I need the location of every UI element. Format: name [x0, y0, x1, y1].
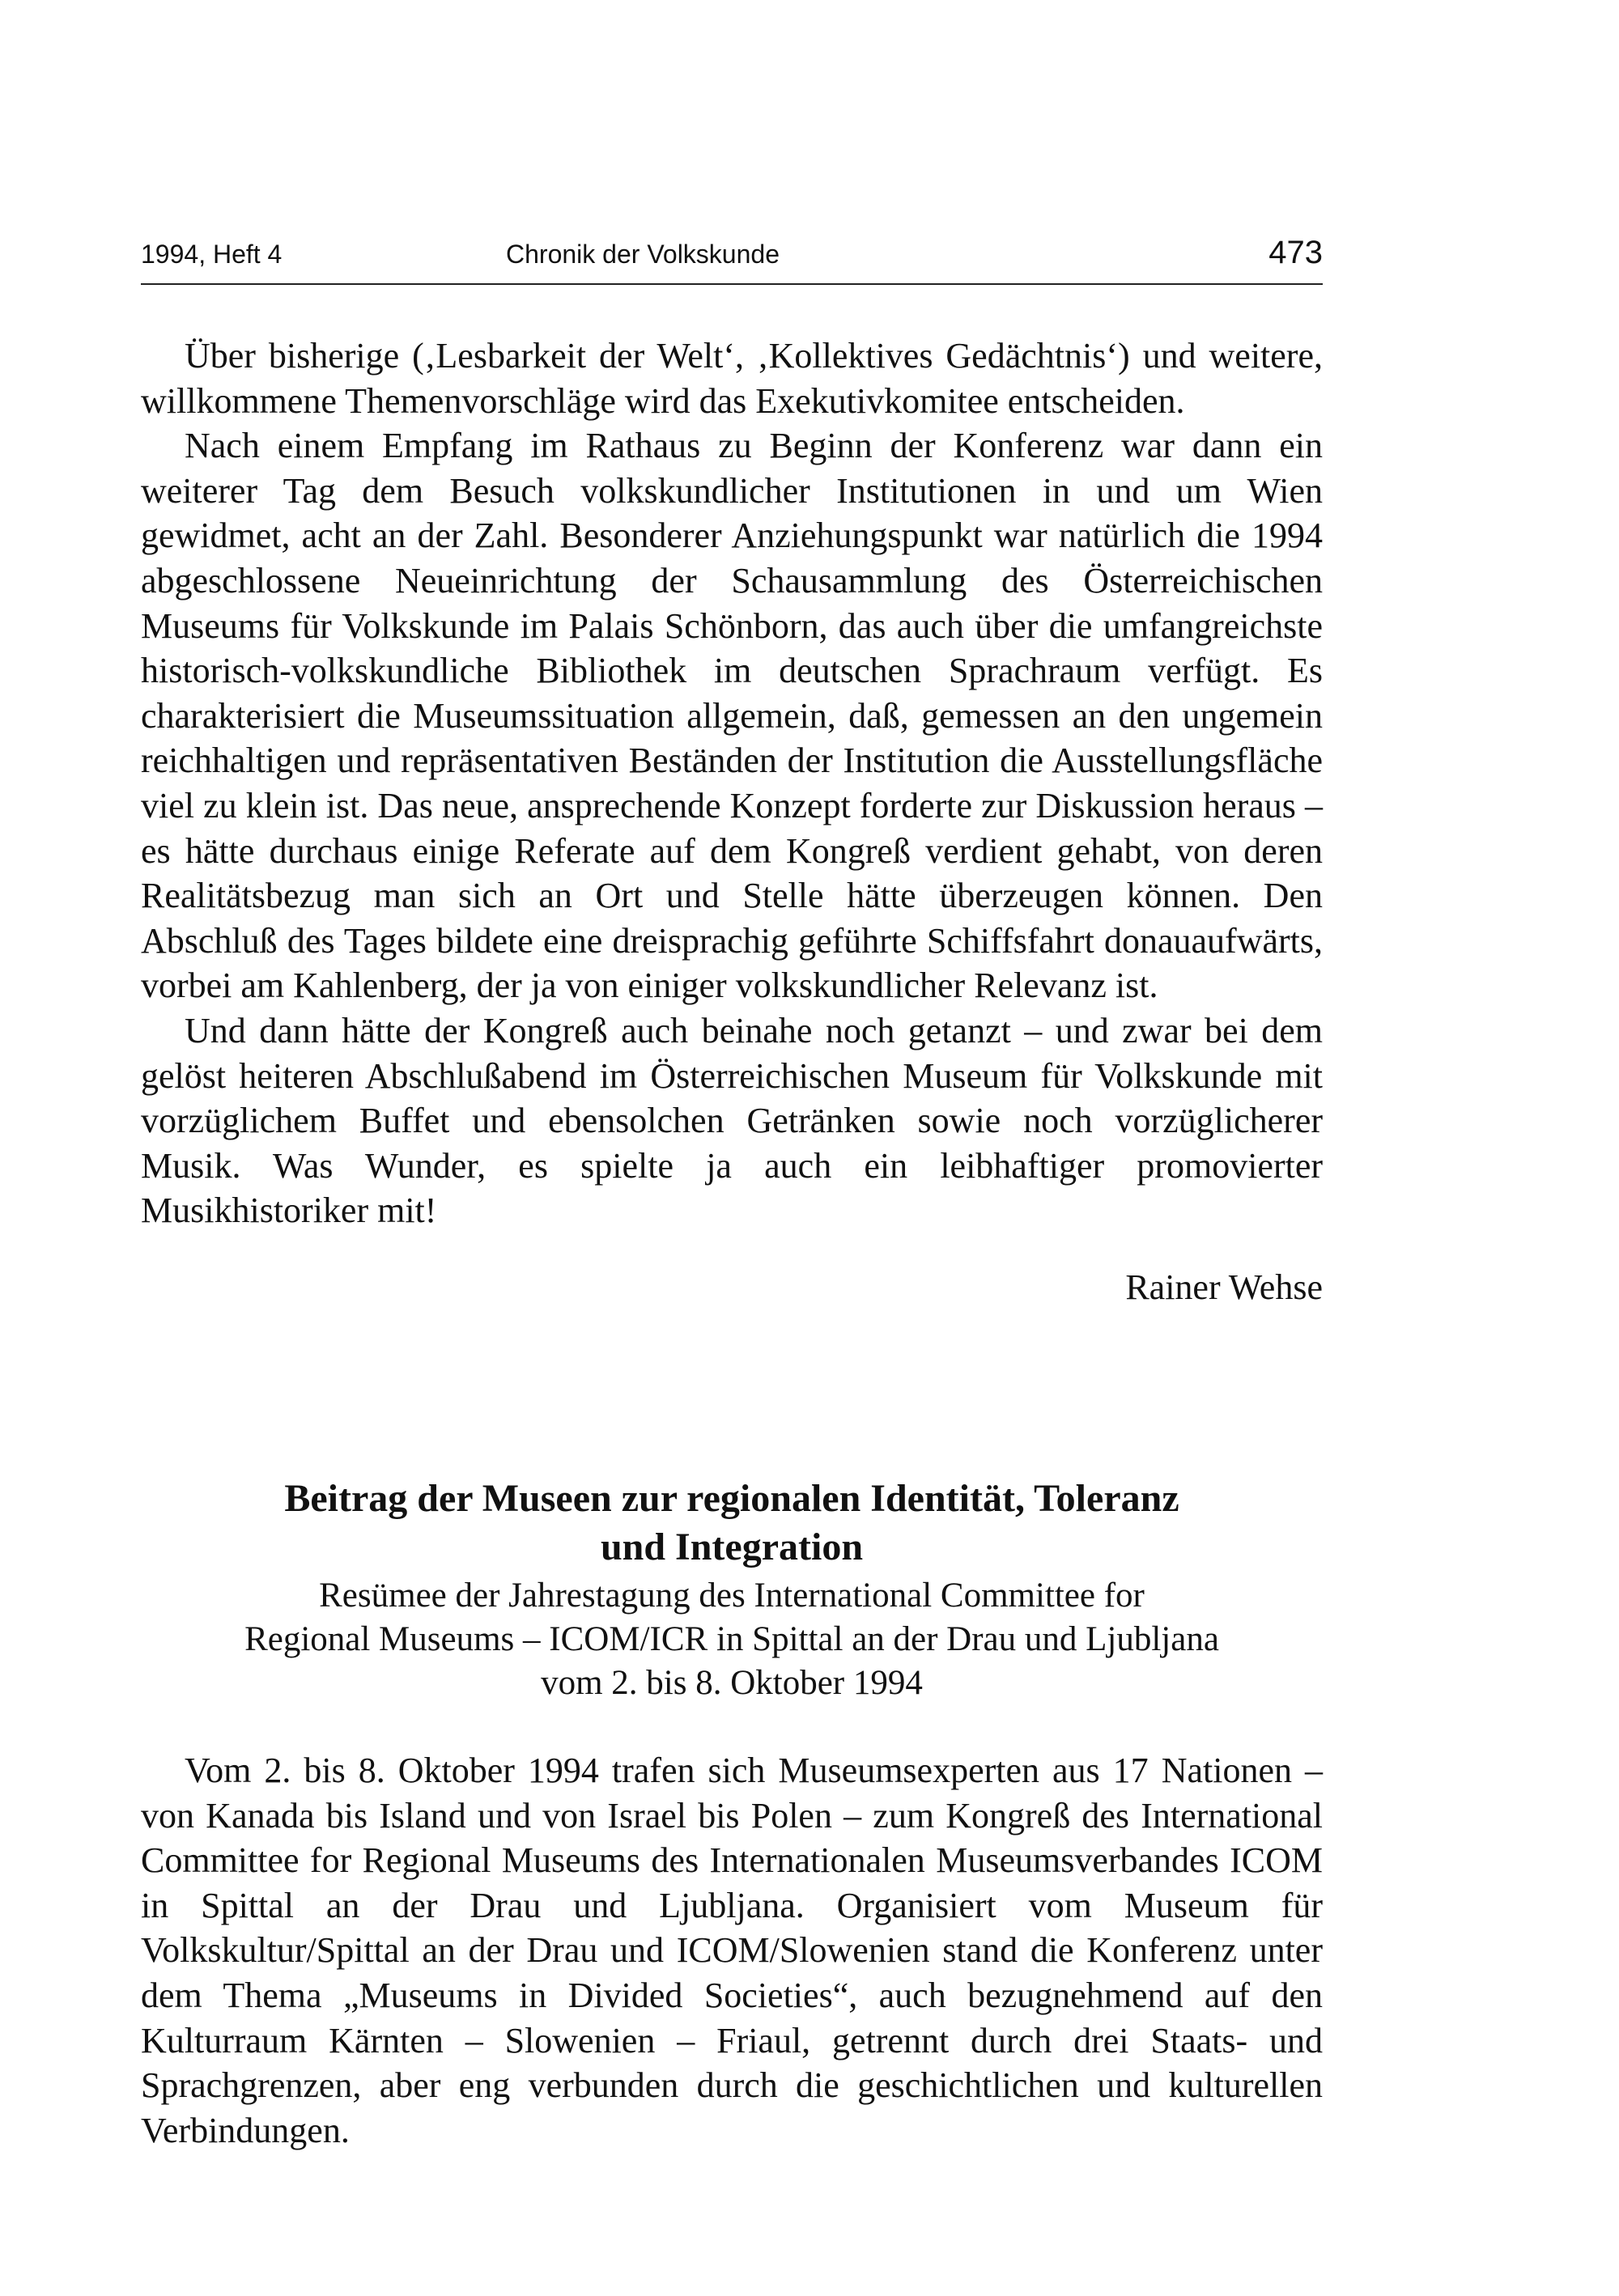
- article-2-title-line-2: und Integration: [600, 1526, 864, 1568]
- article-1-paragraph-3: Und dann hätte der Kongreß auch beinahe noch getanzt – und zwar bei dem gelöst heiteren Abschlußabend im Österreichischen Museum für Volkskunde mit vorzüglichem Buffet und ebensolchen Getränken sowie noch vorzüglicherer Musik. Was Wunder, es spielte ja auch ein leibhaftiger promovierter Musikhistoriker mit!: [141, 1010, 1323, 1231]
- journal-title: Chronik der Volkskunde: [506, 240, 780, 269]
- page-number: 473: [1268, 235, 1323, 270]
- running-header: [141, 235, 1323, 285]
- article-2-body: [141, 1748, 1323, 2153]
- article-2-subtitle-line-3: vom 2. bis 8. Oktober 1994: [541, 1664, 923, 1702]
- article-1-author: Rainer Wehse: [1125, 1267, 1323, 1307]
- article-1-paragraph-2: Nach einem Empfang im Rathaus zu Beginn der Konferenz war dann ein weiterer Tag dem Besuch volkskundlicher Institutionen in und um Wien gewidmet, acht an der Zahl. Besonderer Anziehungspunkt war natürlich die 1994 abgeschlossene Neueinrichtung der Schausammlung des Österreichischen Museums für Volkskunde im Palais Schönborn, das auch über die umfangreichste historisch-volkskundliche Bibliothek im deutschen Sprachraum verfügt. Es charakterisiert die Museumssituation allgemein, daß, gemessen an den ungemein reichhaltigen und repräsentativen Beständen der Institution die Ausstellungsfläche viel zu klein ist. Das neue, ansprechende Konzept forderte zur Diskussion heraus – es hätte durchaus einige Referate auf dem Kongreß verdient gehabt, von deren Realitätsbezug man sich an Ort und Stelle hätte überzeugen können. Den Abschluß des Tages bildete eine dreisprachig geführte Schiffsfahrt donauaufwärts, vorbei am Kahlenberg, der ja von einiger volkskundlicher Relevanz ist.: [141, 426, 1323, 1006]
- article-1-paragraph-1: Über bisherige (‚Lesbarkeit der Welt‘, ‚Kollektives Gedächtnis‘) und weitere, willkommene Themenvorschläge wird das Exekutivkomitee entscheiden.: [141, 336, 1323, 421]
- article-2-subtitle-line-2: Regional Museums – ICOM/ICR in Spittal an der Drau und Ljubljana: [244, 1620, 1219, 1658]
- article-2-title: [141, 1475, 1323, 1572]
- issue-label: 1994, Heft 4: [141, 240, 283, 269]
- article-2-subtitle-line-1: Resümee der Jahrestagung des International Committee for: [319, 1577, 1145, 1615]
- article-2-subtitle: [141, 1574, 1323, 1705]
- article-2-paragraph-1: Vom 2. bis 8. Oktober 1994 trafen sich Museumsexperten aus 17 Nationen – von Kanada bis Island und von Israel bis Polen – zum Kongreß des International Committee for Regional Museums des Internationalen Museumsverbandes ICOM in Spittal an der Drau und Ljubljana. Organisiert vom Museum für Volkskultur/Spittal an der Drau und ICOM/Slowenien stand die Konferenz unter dem Thema „Museums in Divided Societies“, auch bezugnehmend auf den Kulturraum Kärnten – Slowenien – Friaul, getrennt durch drei Staats- und Sprachgrenzen, aber eng verbunden durch die geschichtlichen und kulturellen Verbindungen.: [141, 1751, 1323, 2150]
- article-2-title-line-1: Beitrag der Museen zur regionalen Identität, Toleranz: [284, 1477, 1179, 1520]
- article-1-body: [141, 333, 1323, 1233]
